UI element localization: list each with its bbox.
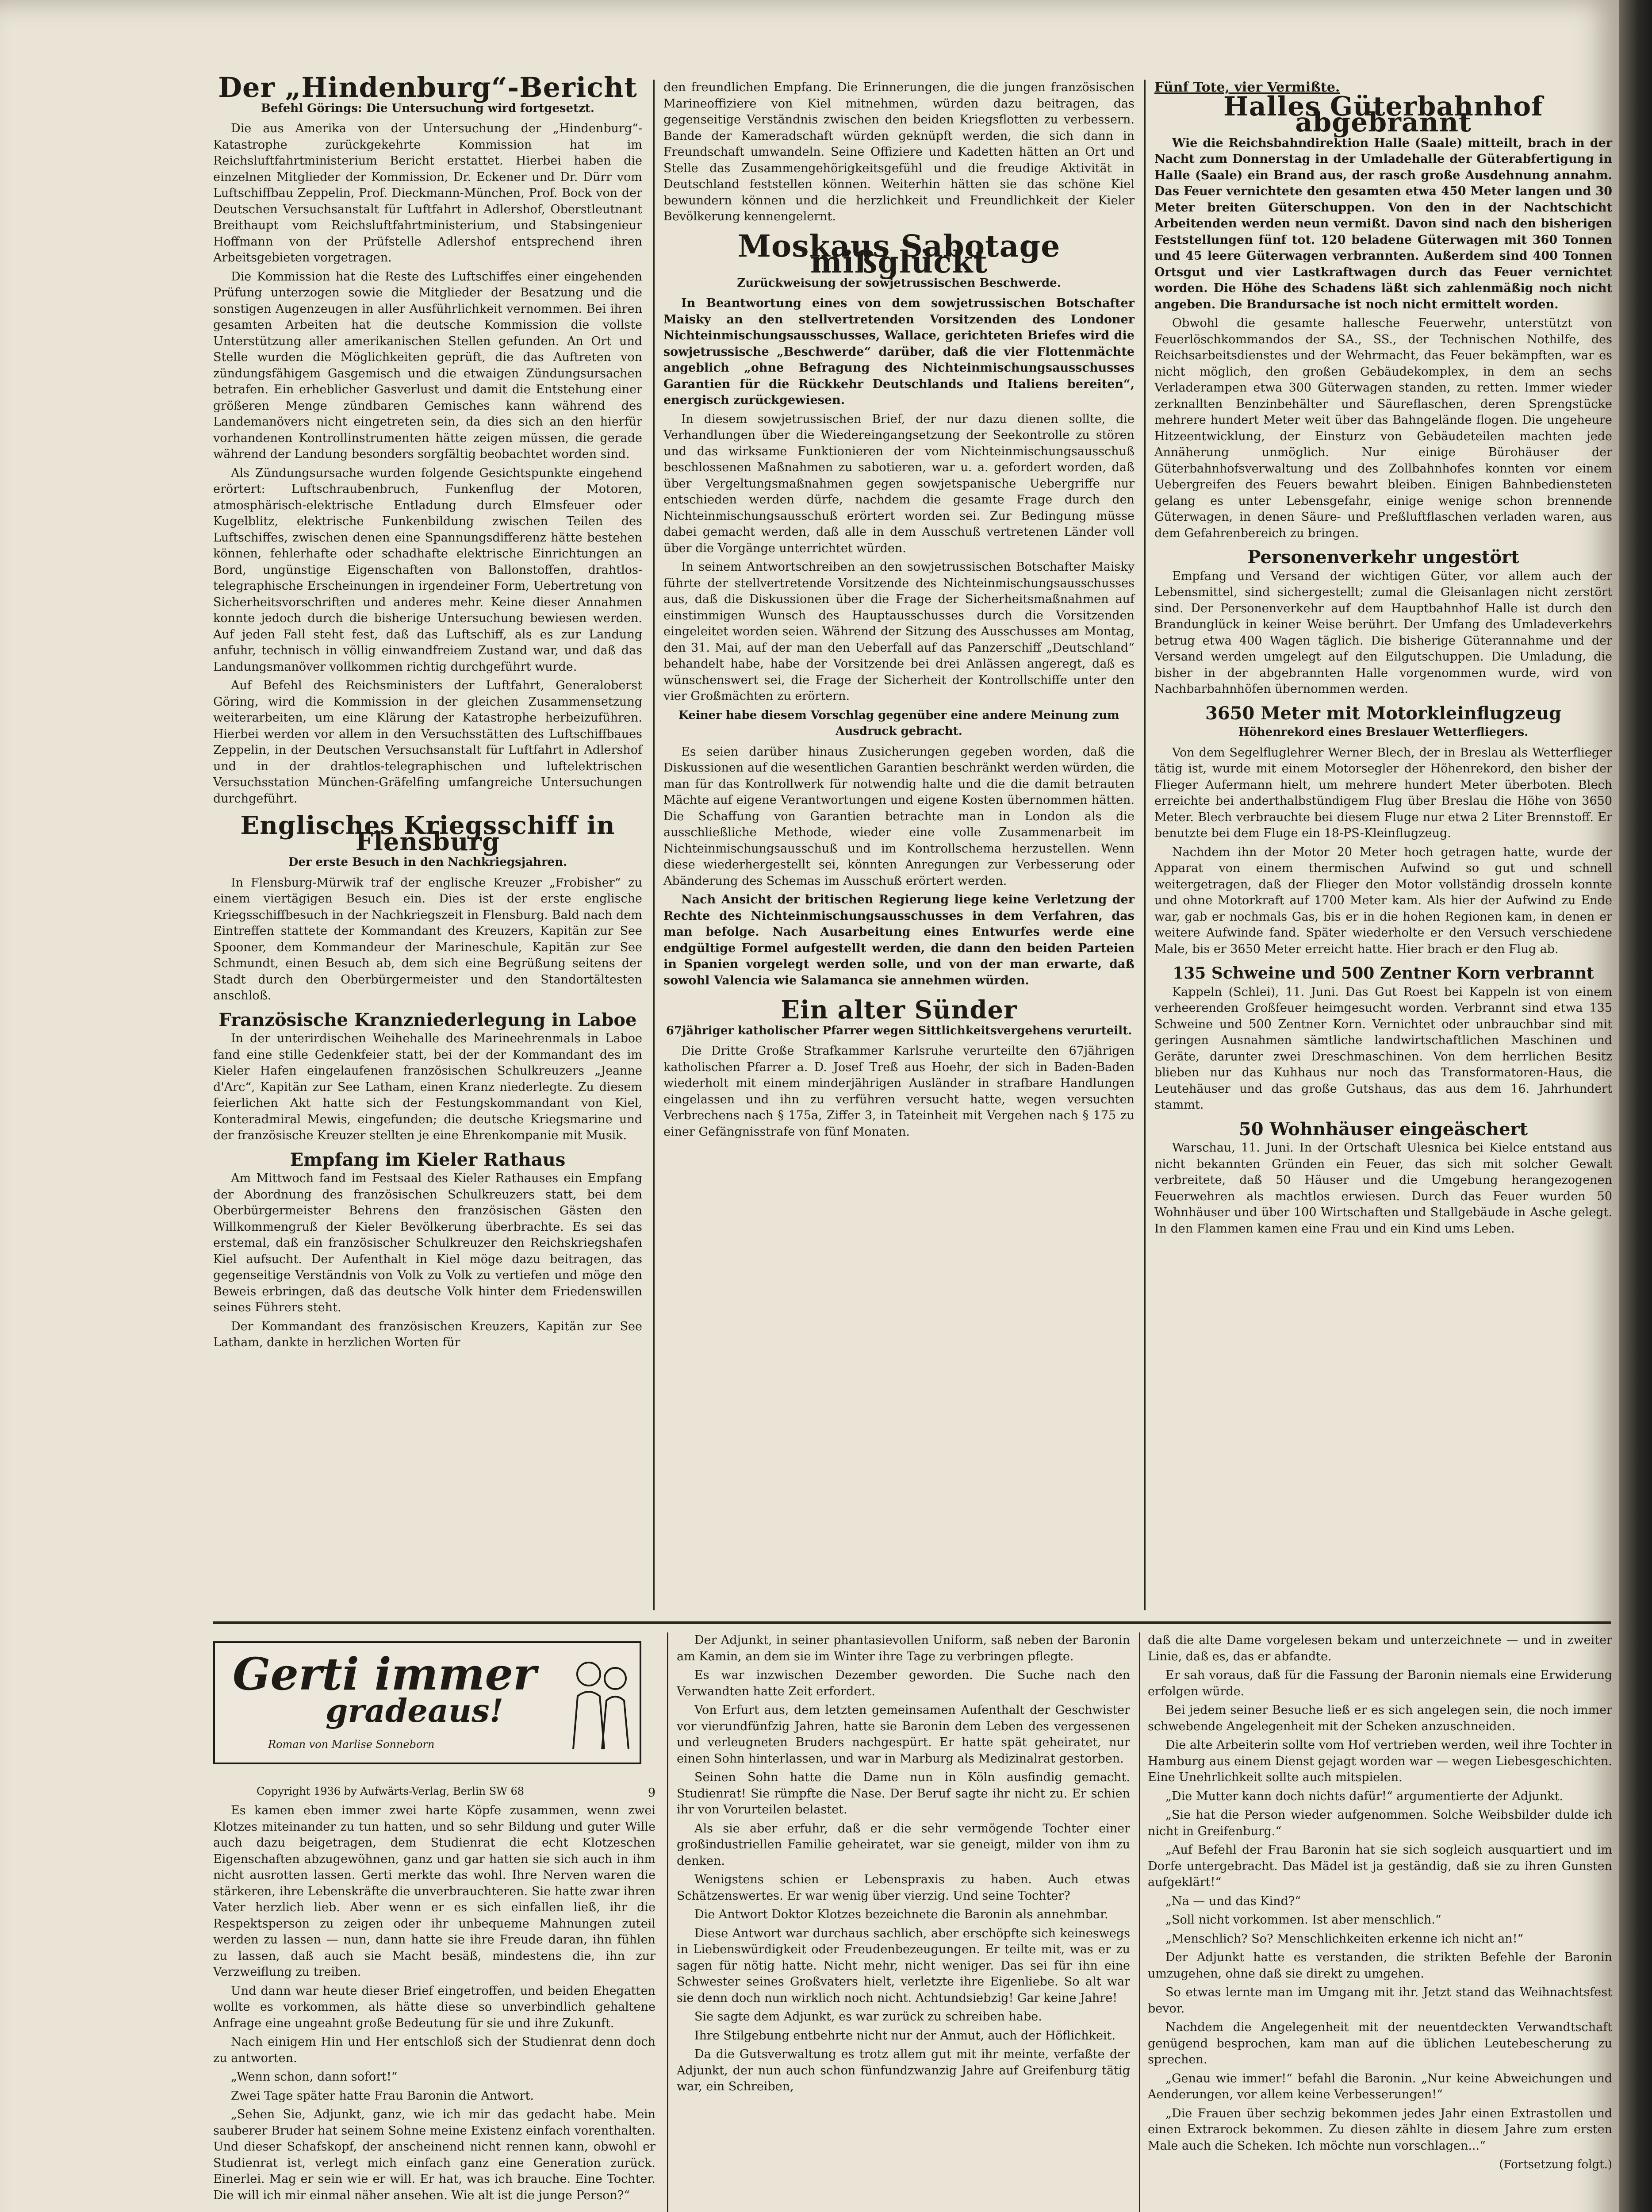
paragraph: Er sah voraus, daß für die Fassung der Baronin niemals eine Erwiderung erfolgen würde. bbox=[1148, 1668, 1612, 1698]
paragraph: Ihre Stilgebung entbehrte nicht nur der Anmut, auch der Höflichkeit. bbox=[694, 2028, 1116, 2043]
paragraph: Diese Antwort war durchaus sachlich, aber erschöpfte sich keineswegs in Liebenswürdigkeit oder Freudenbezeugungen. Er teilte mit, was er zu sagen für nötig hatte. Nicht mehr, nicht weniger. Das sei für ihn eine Schwester seines Großvaters hielt, verletzte ihre Eigenliebe. So alt war sie denn doch nun wirklich noch nicht. Achtundsiebzig! Gar keine Jahre! bbox=[677, 1926, 1130, 2005]
paragraph: In der unterirdischen Weihehalle des Marineehrenmals in Laboe fand eine stille Gedenkfeier statt, bei der der Kommandant des im Kieler Hafen eingelaufenen französischen Schulkreuzers „Jeanne d'Arc“, Kapitän zur See Latham, einen Kranz niederlegte. Zu diesem feierlichen Akt hatte sich der Festungskommandant von Kiel, Konteradmiral Mewis, eingefunden; die deutsche Kriegsmarine und der französische Kreuzer stellten je eine Ehrenkompanie mit Musik. bbox=[213, 1032, 642, 1142]
paragraph: Nach Ansicht der britischen Regierung liege keine Verletzung der Rechte des Nichteinmischungsausschusses in dem Verfahren, das man befolge. Nach Ausarbeitung eines Entwurfes werde eine endgültige Formel aufgestellt werden, die dann den beiden Parteien in Spanien vorgelegt werden solle, und von der man erwarte, daß sowohl Valencia wie Salamanca sie annehmen würden. bbox=[663, 893, 1135, 987]
paragraph: „Na — und das Kind?“ bbox=[1165, 1894, 1301, 1908]
headline-personenverkehr: Personenverkehr ungestört bbox=[1247, 547, 1519, 568]
paragraph: Nachdem die Angelegenheit mit der neuentdeckten Verwandtschaft genügend besprochen, kam man auf die üblichen Leutebescherung zu sprechen. bbox=[1148, 2020, 1612, 2066]
paragraph: In seinem Antwortschreiben an den sowjetrussischen Botschafter Maisky führte der stellvertretende Vorsitzende des Nichteinmischungsausschusses aus, daß die Diskussionen über die Frage der Sicherheitsmaßnahmen auf einstimmigen Wunsch des Hauptausschusses durch die Vorsitzenden eingeleitet worden seien. Während der Sitzung des Ausschusses am Montag, den 31. Mai, auf der man den Ueberfall auf das Panzerschiff „Deutschland“ behandelt habe, habe der Vorsitzende bei drei Anlässen angeregt, daß es wünschenswert sei, die Frage der Sicherheit der Kontrollschiffe unter den vier Großmächten zu erörtern. bbox=[663, 560, 1135, 703]
serial-title: Gerti immer bbox=[233, 1648, 537, 1700]
column-rule bbox=[667, 1632, 668, 2212]
paragraph: Da die Gutsverwaltung es trotz allem gut mit ihr meinte, verfaßte der Adjunkt, der nun auch schon fünfundzwanzig Jahre auf Greifenburg tätig war, ein Schreiben, bbox=[677, 2047, 1130, 2093]
paragraph: „Genau wie immer!“ befahl die Baronin. „Nur keine Abweichungen und Aenderungen, vor allem keine Verbesserungen!“ bbox=[1148, 2071, 1612, 2101]
paragraph: „Die Frauen über sechzig bekommen jedes Jahr einen Extrastollen und einen Extrarock bekommen. Zu diesen zählte in diesem Jahre zum ersten Male auch die Scheken. Ich möchte nun vorschlagen...“ bbox=[1148, 2106, 1612, 2153]
headline-flugzeug: 3650 Meter mit Motorkleinflugzeug bbox=[1205, 703, 1561, 724]
paragraph: Der Adjunkt, in seiner phantasievollen Uniform, saß neben der Baronin am Kamin, an dem sie im Winter ihre Tage zu verbringen pflegte. bbox=[677, 1633, 1130, 1663]
paragraph: Seinen Sohn hatte die Dame nun in Köln ausfindig gemacht. Studienrat! Sie rümpfte die Nase. Der Beruf sagte ihr nicht zu. Er schien ihr von Vorurteilen belastet. bbox=[677, 1770, 1130, 1816]
paragraph: Die alte Arbeiterin sollte vom Hof vertrieben werden, weil ihre Tochter in Hamburg aus einem Dienst gejagt worden war — wegen Liebesgeschichten. Eine Unehrlichkeit sollte auch mitspielen. bbox=[1148, 1738, 1612, 1784]
paragraph: Als Zündungsursache wurden folgende Gesichtspunkte eingehend erörtert: Luftschraubenbruch, Funkenflug der Motoren, atmosphärisch-elektrische Entladung durch Elmsfeuer oder Kugelblitz, elektrische Funkenbildung zwischen Teilen des Luftschiffes, zwischen denen eine Spannungsdifferenz hätte bestehen können, fehlerhafte oder schadhafte elektrische Einrichtungen an Bord, ungünstige Eigenschaften von Ballonstoffen, drahtlos-telegraphische Erscheinungen in irgendeiner Form, Uebertretung von Sicherheitsvorschriften und anderes mehr. Keine dieser Annahmen konnte jedoch durch die bisherige Untersuchung bewiesen werden. Auf jeden Fall steht fest, daß das Luftschiff, als es zur Landung anfuhr, technisch in völlig einwandfreiem Zustand war, und daß das Landungsmanöver vollkommen richtig durchgeführt wurde. bbox=[213, 466, 642, 674]
paragraph: Der Adjunkt hatte es verstanden, die strikten Befehle der Baronin umzugehen, ohne daß sie direkt zu umgehen. bbox=[1148, 1951, 1612, 1981]
paragraph: In diesem sowjetrussischen Brief, der nur dazu dienen sollte, die Verhandlungen über die Wiedereingangsetzung der Seekontrolle zu stören und das wirksame Funktionieren der vom Nichteinmischungsausschuß beschlossenen Maßnahmen zu sabotieren, war u. a. gefordert worden, daß über Vergeltungsmaßnahmen gegen sowjetspanische Uebergriffe nur entschieden werden dürfe, nachdem die gesamte Frage durch den Nichteinmischungsausschuß erörtert worden sei. Zur Bedingung müsse dabei gemacht werden, daß alle in dem Ausschuß vertretenen Länder voll über die Vorgänge unterrichtet würden. bbox=[663, 412, 1135, 555]
paragraph: Von dem Segelfluglehrer Werner Blech, der in Breslau als Wetterflieger tätig ist, wurde mit einem Motorsegler der Höhenrekord, den bisher der Flieger Aufermann hielt, um mehrere hundert Meter überboten. Blech erreichte bei anderthalbstündigem Flug über Breslau die Höhe von 3650 Meter. Blech verbrauchte bei diesem Fluge nur etwa 2 Liter Brennstoff. Er benutzte bei dem Fluge ein 18-PS-Kleinflugzeug. bbox=[1154, 745, 1612, 840]
paragraph: Wenigstens schien er Lebenspraxis zu haben. Auch etwas Schätzenswertes. Er war wenig über vierzig. Und seine Tochter? bbox=[677, 1873, 1130, 1903]
paragraph: Es seien darüber hinaus Zusicherungen gegeben worden, daß die Diskussionen auf die wesentlichen Garantien beschränkt werden würden, die man für das Kontrollwerk für notwendig halte und die die damit betrauten Mächte auf eigene Verantwortungen und eigene Kosten übernommen hätten. Die Schaffung von Garantien betrachte man in London als die ausschließliche Methode, wieder eine volle Zusammenarbeit im Nichteinmischungsausschuß und im Kontrollschema herzustellen. Wenn diese wiederhergestellt sei, könnten Anregungen zur Verbesserung oder Abänderung des Schemas im Ausschuß erörtert werden. bbox=[663, 745, 1135, 888]
column-rule bbox=[653, 80, 655, 1610]
headline-flensburg: Englisches Kriegsschiff in Flensburg bbox=[240, 811, 615, 856]
paragraph: Wie die Reichsbahndirektion Halle (Saale) mitteilt, brach in der Nacht zum Donnerstag in der Umladehalle der Güterabfertigung in Halle (Saale) ein Brand aus, der rasch große Ausdehnung annahm. Das Feuer vernichtete den gesamten etwa 450 Meter langen und 30 Meter breiten Güterschuppen. Von den in der Nachtschicht Arbeitenden werden neun vermißt. Davon sind nach den bisherigen Feststellungen fünf tot. 120 beladene Güterwagen mit 360 Tonnen und 45 leere Güterwagen verbrannten. Außerdem sind 400 Tonnen Ortsgut und vier Lastkraftwagen durch das Feuer vernichtet worden. Die Höhe des Schadens läßt sich zahlenmäßig noch nicht angeben. Die Brandursache ist noch nicht ermittelt worden. bbox=[1154, 136, 1612, 311]
column-rule bbox=[1139, 1632, 1140, 2212]
headline-laboe: Französische Kranzniederlegung in Laboe bbox=[218, 1009, 637, 1030]
headline-wohnhaeuser: 50 Wohnhäuser eingeäschert bbox=[1238, 1118, 1528, 1140]
paragraph: In Beantwortung eines von dem sowjetrussischen Botschafter Maisky an den stellvertretenden Vorsitzenden des Londoner Nichteinmischungsausschusses, Wallace, gerichteten Briefes wird die sowjetrussische „Beschwerde“ darüber, daß die vier Flottenmächte angeblich „ohne Befragung des Nichteinmischungsausschusses Garantien für die Rückkehr Deutschlands und Italiens bereiten“, energisch zurückgewiesen. bbox=[663, 296, 1135, 407]
paragraph: „Die Mutter kann doch nichts dafür!“ argumentierte der Adjunkt. bbox=[1165, 1789, 1564, 1803]
serial-copyright: Copyright 1936 by Aufwärts-Verlag, Berlin SW 68 bbox=[257, 1785, 524, 1797]
paragraph: „Soll nicht vorkommen. Ist aber menschlich.“ bbox=[1165, 1913, 1441, 1927]
serial-column-2 bbox=[677, 1632, 1130, 2212]
headline-schweine: 135 Schweine und 500 Zentner Korn verbrannt bbox=[1173, 964, 1594, 983]
paragraph: Von Erfurt aus, dem letzten gemeinsamen Aufenthalt der Geschwister vor vierundfünfzig Jahren, hatte sie Baronin dem Leben des vergessenen und verleugneten Bruders nachgespürt. Er hatte spät geheiratet, nur einen Sohn hinterlassen, und war in Marburg als Medizinalrat gestorben. bbox=[677, 1703, 1130, 1766]
subheadline: Der erste Besuch in den Nachkriegsjahren. bbox=[288, 856, 567, 869]
article-column-1 bbox=[213, 71, 642, 1615]
paragraph: Die aus Amerika von der Untersuchung der „Hindenburg“-Katastrophe zurückgekehrte Kommission hat im Reichsluftfahrtministerium Bericht erstattet. Hierbei haben die einzelnen Mitglieder der Kommission, Dr. Eckener und Dr. Dürr vom Luftschiffbau Zeppelin, Prof. Dieckmann-München, Prof. Bock von der Deutschen Versuchsanstalt für Luftfahrt in Adlershof, Oberstleutnant Breithaupt vom Reichsluftfahrtministerium, und Stabsingenieur Hoffmann von der Prüfstelle Adlershof entsprechend ihren Arbeitsgebieten vorgetragen. bbox=[213, 122, 642, 265]
paragraph: Obwohl die gesamte hallesche Feuerwehr, unterstützt von Feuerlöschkommandos der SA., SS., der Technischen Nothilfe, des Reichsarbeitsdienstes und der Wehrmacht, das Feuer bekämpften, war es nicht möglich, den großen Gebäudekomplex, in dem an sechs Verladerampen etwa 300 Güterwagen standen, zu retten. Immer wieder zerknallten Benzinbehälter und Säureflaschen, deren Sprengstücke mehrere hundert Meter weit über das Bahngelände flogen. Die ungeheure Hitzeentwicklung, der Einsturz von Gebäudeteilen machten jede Annäherung unmöglich. Nur einige Bürohäuser der Güterbahnhofsverwaltung und des Zollbahnhofes konnten vor einem Uebergreifen des Feuers bewahrt bleiben. Einigen Bahnbediensteten gelang es unter Lebensgefahr, einige wenige schon brennende Güterwagen, in denen Säure- und Preßluftflaschen verladen waren, aus dem Gefahrenbereich zu bringen. bbox=[1154, 316, 1612, 540]
continuation-note: (Fortsetzung folgt.) bbox=[1499, 2158, 1612, 2171]
serial-part-number: 9 bbox=[648, 1786, 655, 1800]
paragraph: Warschau, 11. Juni. In der Ortschaft Ulesnica bei Kielce entstand aus nicht bekannten Gründen ein Feuer, das sich mit solcher Gewalt verbreitete, daß 50 Häuser und die Umgebung herangezogenen Feuerwehren als machtlos erwiesen. Durch das Feuer wurden 50 Wohnhäuser und über 100 Wirtschaften und Stallgebäude in Asche gelegt. In den Flammen kamen eine Frau und ein Kind ums Leben. bbox=[1154, 1141, 1612, 1236]
paragraph: Der Kommandant des französischen Kreuzers, Kapitän zur See Latham, dankte in herzlichen Worten für bbox=[213, 1319, 642, 1349]
paragraph: „Wenn schon, dann sofort!“ bbox=[231, 2070, 398, 2084]
paragraph: „Sie hat die Person wieder aufgenommen. Solche Weibsbilder dulde ich nicht in Greifenburg.“ bbox=[1148, 1808, 1612, 1838]
paragraph: Als sie aber erfuhr, daß er die sehr vermögende Tochter einer großindustriellen Familie geheiratet, war sie geneigt, milder von ihm zu denken. bbox=[677, 1821, 1130, 1868]
paragraph: Es war inzwischen Dezember geworden. Die Suche nach den Verwandten hatte Zeit erfordert. bbox=[677, 1668, 1130, 1698]
paragraph: Empfang und Versand der wichtigen Güter, vor allem auch der Lebensmittel, sind sichergestellt; zumal die Gleisanlagen nicht zerstört sind. Der Personenverkehr auf dem Hauptbahnhof Halle ist durch den Brandunglück in keiner Weise berührt. Der Umfang des Umladeverkehrs betrug etwa 400 Wagen täglich. Die bisherige Güterannahme und der Versand werden umgelegt auf den Eilgutschuppen. Die Umladung, die bisher in der abgebrannten Halle vorgenommen wurde, wird von Nachbarbahnhöfen übernommen werden. bbox=[1154, 569, 1612, 696]
column-rule bbox=[1144, 80, 1146, 1610]
paragraph: Die Dritte Große Strafkammer Karlsruhe verurteilte den 67jährigen katholischen Pfarrer a. D. Josef Treß aus Hoehr, der sich in Baden-Baden wiederholt mit einem minderjährigen Ausländer in strafbare Handlungen eingelassen und ihn zu verführen versucht hatte, wegen versuchten Verbrechens nach § 175a, Ziffer 3, in Tateinheit mit Vergehen nach § 175 zu einer Gefängnisstrafe von fünf Monaten. bbox=[663, 1044, 1135, 1139]
headline-moskau: Moskaus Sabotage mißglückt bbox=[737, 228, 1061, 280]
serial-title-line2: gradeaus! bbox=[326, 1692, 504, 1729]
subheadline: Zurückweisung der sowjetrussischen Beschwerde. bbox=[737, 276, 1061, 290]
article-column-2 bbox=[663, 80, 1135, 1615]
serial-column-3 bbox=[1148, 1632, 1612, 2212]
headline-halle: Halles Güterbahnhof abgebrannt bbox=[1223, 91, 1543, 138]
paragraph: Die Kommission hat die Reste des Luftschiffes einer eingehenden Prüfung unterzogen sowie die Mitglieder der Besatzung und die sonstigen Augenzeugen in aller Ausführlichkeit vernommen. Bei ihren gesamten Arbeiten hat die deutsche Kommission die vollste Unterstützung aller amerikanischen Stellen gefunden. An Ort und Stelle wurden die Möglichkeiten geprüft, die das Auftreten von zündungsfähigem Gasgemisch und die etwaigen Zündungsursachen betrafen. Ein erheblicher Gasverlust und damit die Entstehung einer größeren Menge zündbaren Gemisches kann während des Landemanövers nicht eingetreten sein, da dies sich an den hierfür vorhandenen Kontrollinstrumenten hätte zeigen müssen, die gerade während der Landung besonders sorgfältig beobachtet worden sind. bbox=[213, 269, 642, 461]
paragraph: den freundlichen Empfang. Die Erinnerungen, die die jungen französischen Marineoffiziere von Kiel mitnehmen, würden dazu beitragen, das gegenseitige Verständnis zwischen den beiden Kriegsflotten zu verbessern. Bande der Kameradschaft würden geknüpft werden, die sich dann in Freundschaft umwandeln. Seine Offiziere und Kadetten hätten an Ort und Stelle das Zusammengehörigkeitsgefühl und die freudige Aktivität in Deutschland feststellen können. Weiterhin hätten sie das schöne Kiel bewundern können und die herzlichkeit und Freundlichkeit der Kieler Bevölkerung kennengelernt. bbox=[663, 81, 1135, 223]
paragraph: Es kamen eben immer zwei harte Köpfe zusammen, wenn zwei Klotzes miteinander zu tun hatten, und so sehr Bildung und guter Wille auch dazu beigetragen, dem Studienrat die echt Klotzeschen Eigenschaften abzugewöhnen, ganz und gar hatten sie sich auch in ihm nicht ausrotten lassen. Gerti merkte das wohl. Ihre Nerven waren die stärkeren, ihre Lebenskräfte die unverbrauchteren. Sie hatte zwar ihren Vater herzlich lieb. Aber wenn er es sich einfallen ließ, ihr die Respektsperson zu zeigen oder ihr unbequeme Mahnungen zuteil werden zu lassen — nun, dann hatte sie ihre Freude daran, ihn fühlen zu lassen, daß auch sie Macht besäß, mindestens die, ihn zur Verzweiflung zu treiben. bbox=[213, 1804, 655, 1979]
section-divider bbox=[213, 1621, 1611, 1624]
headline-hindenburg: Der „Hindenburg“-Bericht bbox=[218, 71, 637, 104]
paragraph: Kappeln (Schlei), 11. Juni. Das Gut Roest bei Kappeln ist von einem verheerenden Großfeuer heimgesucht worden. Verbrannt sind etwa 135 Schweine und 500 Zentner Korn. Vernichtet oder unbrauchbar sind mit geringen Ausnahmen sämtliche landwirtschaftlichen Maschinen und Geräte, darunter zwei Dreschmaschinen. Von dem herrlichen Besitz blieben nur das Kuhhaus nur noch das Transformatoren-Haus, die Leutehäuser und das große Gutshaus, das aus dem 16. Jahrhundert stammt. bbox=[1154, 985, 1612, 1112]
paragraph: Sie sagte dem Adjunkt, es war zurück zu schreiben habe. bbox=[694, 2010, 1042, 2024]
article-column-3 bbox=[1154, 80, 1612, 1615]
serial-title-banner bbox=[213, 1641, 641, 1764]
paragraph: Zwei Tage später hatte Frau Baronin die Antwort. bbox=[231, 2089, 534, 2103]
paragraph: Die Antwort Doktor Klotzes bezeichnete die Baronin als annehmbar. bbox=[694, 1908, 1108, 1921]
paragraph: „Auf Befehl der Frau Baronin hat sie sich sogleich ausquartiert und im Dorfe untergebracht. Das Mädel ist ja geständig, daß sie zu ihren Gunsten aufgeklärt!“ bbox=[1148, 1843, 1612, 1889]
headline-kiel: Empfang im Kieler Rathaus bbox=[290, 1149, 566, 1170]
page-binding-edge bbox=[1619, 0, 1652, 2212]
paragraph: daß die alte Dame vorgelesen bekam und unterzeichnete — und in zweiter Linie, daß es, das er abfandte. bbox=[1148, 1633, 1612, 1663]
paragraph: „Menschlich? So? Menschlichkeiten erkenne ich nicht an!“ bbox=[1165, 1932, 1524, 1946]
paragraph: Und dann war heute dieser Brief eingetroffen, und beiden Ehegatten wollte es vorkommen, als hätte diese so unverbindlich gehaltene Anfrage eine ungeahnt große Bedeutung für sie und ihre Zukunft. bbox=[213, 1984, 655, 2030]
paragraph: Bei jedem seiner Besuche ließ er es sich angelegen sein, die noch immer schwebende Angelegenheit mit der Scheken anzuschneiden. bbox=[1148, 1703, 1612, 1733]
kicker: Fünf Tote, vier Vermißte. bbox=[1154, 80, 1340, 95]
subheadline: Höhenrekord eines Breslauer Wetterfliegers. bbox=[1238, 726, 1529, 739]
paragraph: In Flensburg-Mürwik traf der englische Kreuzer „Frobisher“ zu einem viertägigen Besuch ein. Dies ist der erste englische Kriegsschiffbesuch in der Nachkriegszeit in Flensburg. Bald nach dem Eintreffen stattete der Kommandant des Kreuzers, Kapitän zur See Spooner, dem Kommandeur der Marineschule, Kapitän zur See Schmundt, einen Besuch ab, dem sich eine Begrüßung seitens der Stadt durch den Oberbürgermeister und den Standortältesten anschloß. bbox=[213, 876, 642, 1002]
paragraph: „Sehen Sie, Adjunkt, ganz, wie ich mir das gedacht habe. Mein sauberer Bruder hat seinem Sohne meine Existenz einfach vorenthalten. Und dieser Schafskopf, der anscheinend nicht rennen kann, obwohl er Studienrat ist, verlegt mich einfach ganz eine Generation zurück. Einerlei. Mag er sein wie er will. Er hat, was ich brauche. Eine Tochter. Die will ich mir einmal näher ansehen. Wie alt ist die junge Person?“ bbox=[213, 2108, 655, 2202]
illustration-figures-icon bbox=[564, 1652, 635, 1754]
paragraph: Nachdem ihn der Motor 20 Meter hoch getragen hatte, wurde der Apparat von einem thermischen Aufwind so gut und schnell weitergetragen, daß der Flieger den Motor vollständig drosseln konnte und ohne Motorkraft auf 1700 Meter kam. Als hier der Aufwind zu Ende war, gab er nochmals Gas, bis er in die hohen Regionen kam, in denen er weitere Aufwinde fand. Später wiederholte er den Versuch verschiedene Male, bis er 3650 Meter erreicht hatte. Hier brach er den Flug ab. bbox=[1154, 845, 1612, 956]
interhead: Keiner habe diesem Vorschlag gegenüber eine andere Meinung zum Ausdruck gebracht. bbox=[678, 708, 1119, 738]
headline-suender: Ein alter Sünder bbox=[781, 995, 1017, 1025]
subheadline: Befehl Görings: Die Untersuchung wird fortgesetzt. bbox=[261, 101, 594, 115]
paragraph: Nach einigem Hin und Her entschloß sich der Studienrat denn doch zu antworten. bbox=[213, 2035, 655, 2065]
subheadline: 67jähriger katholischer Pfarrer wegen Sittlichkeitsvergehens verurteilt. bbox=[666, 1024, 1132, 1037]
serial-byline: Roman von Marlise Sonneborn bbox=[268, 1738, 435, 1751]
paragraph: Am Mittwoch fand im Festsaal des Kieler Rathauses ein Empfang der Abordnung des französischen Schulkreuzers statt, bei dem Oberbürgermeister Behrens den französischen Gästen den Willkommengruß der Kieler Bevölkerung überbrachte. Es sei das erstemal, daß ein französischer Schulkreuzer den Reichskriegshafen Kiel aufsucht. Der Aufenthalt in Kiel möge dazu beitragen, das gegenseitige Verständnis von Volk zu Volk zu vertiefen und möge den Beweis erbringen, daß das deutsche Volk hinter dem Friedenswillen seines Führers steht. bbox=[213, 1171, 642, 1314]
paragraph: So etwas lernte man im Umgang mit ihr. Jetzt stand das Weihnachtsfest bevor. bbox=[1148, 1985, 1612, 2016]
paragraph: Auf Befehl des Reichsministers der Luftfahrt, Generaloberst Göring, wird die Kommission in der gleichen Zusammensetzung weiterarbeiten, um eine Klärung der Katastrophe herbeizuführen. Hierbei werden vor allem in den Versuchsstätten des Luftschiffbaues Zeppelin, in der Deutschen Versuchsanstalt für Luftfahrt in Adlershof und in der drahtlos-telegraphischen und luftelektrischen Versuchsstation München-Gräfelfing umfangreiche Untersuchungen durchgeführt. bbox=[213, 679, 642, 806]
